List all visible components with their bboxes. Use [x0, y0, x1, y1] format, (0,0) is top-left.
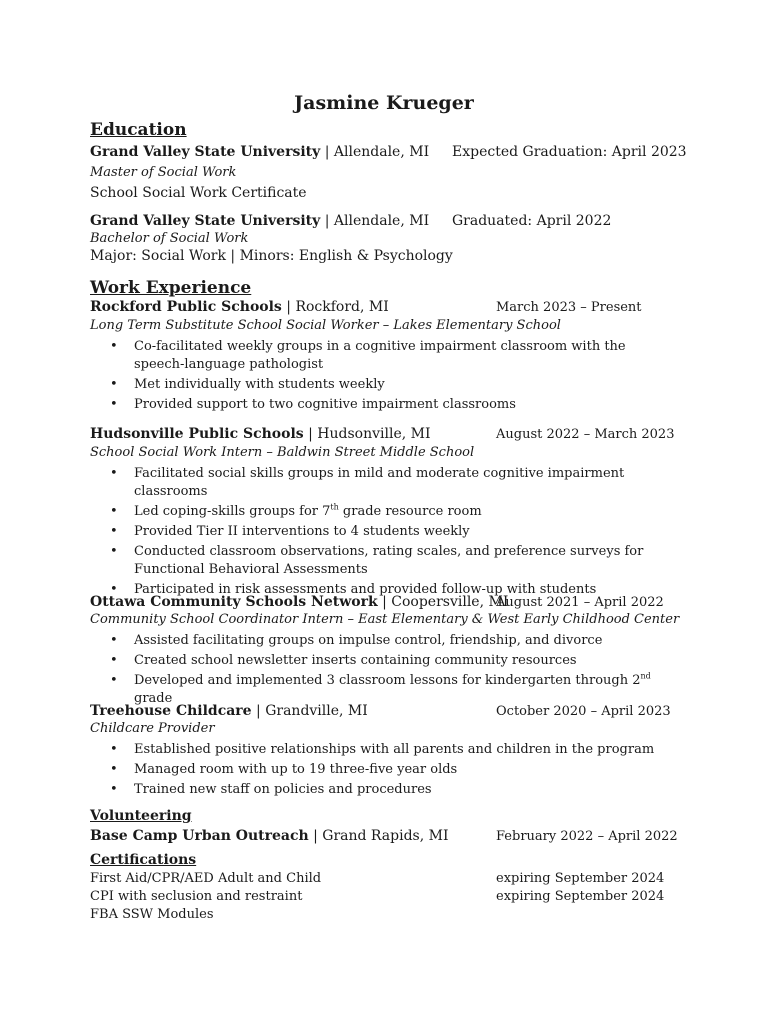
cert-name: CPI with seclusion and restraint [90, 889, 303, 904]
degree-detail: School Social Work Certificate [90, 185, 307, 201]
job-title: Long Term Substitute School Social Worker – Lakes Elementary School [90, 318, 561, 333]
school-name: Grand Valley State University [90, 144, 321, 160]
list-item: • Participated in risk assessments and provided follow-up with students [90, 581, 674, 599]
cert-name: FBA SSW Modules [90, 907, 214, 922]
job-location: | Rockford, MI [286, 299, 389, 315]
school-location: | Allendale, MI [324, 213, 430, 229]
education-date: Graduated: April 2022 [452, 213, 612, 229]
job-header [90, 703, 368, 719]
education-entry-2 [90, 213, 429, 229]
job-location: | Grandville, MI [256, 703, 368, 719]
list-item: • Met individually with students weekly [90, 376, 674, 394]
volunteer-org: Base Camp Urban Outreach [90, 828, 309, 844]
list-item: • Conducted classroom observations, rating scales, and preference surveys for Functional Behavioral Assessments [90, 543, 674, 579]
degree: Master of Social Work [90, 165, 237, 180]
job-bullets [90, 741, 674, 799]
list-item: • Provided support to two cognitive impairment classrooms [90, 396, 674, 414]
candidate-name: Jasmine Krueger [294, 92, 474, 114]
job-bullets [90, 632, 674, 708]
job-title: Community School Coordinator Intern – East Elementary & West Early Childhood Center [90, 612, 680, 627]
list-item: • Co-facilitated weekly groups in a cognitive impairment classroom with the speech-language pathologist [90, 338, 634, 374]
cert-expiry: expiring September 2024 [496, 889, 665, 904]
job-org: Rockford Public Schools [90, 299, 282, 315]
job-title: Childcare Provider [90, 721, 215, 736]
job-header [90, 594, 508, 610]
list-item: • Managed room with up to 19 three-five year olds [90, 761, 674, 779]
job-header [90, 299, 389, 315]
education-entry-1 [90, 144, 429, 160]
degree: Bachelor of Social Work [90, 231, 249, 246]
school-location: | Allendale, MI [324, 144, 430, 160]
volunteering-entry [90, 828, 449, 844]
list-item: • Facilitated social skills groups in mild and moderate cognitive impairment classrooms [90, 465, 674, 501]
certifications-heading: Certifications [90, 852, 197, 868]
job-location: | Coopersville, MI [382, 594, 509, 610]
volunteer-location: | Grand Rapids, MI [313, 828, 449, 844]
school-name: Grand Valley State University [90, 213, 321, 229]
job-date: August 2022 – March 2023 [496, 427, 675, 442]
work-heading: Work Experience [90, 278, 252, 298]
volunteer-date: February 2022 – April 2022 [496, 829, 678, 844]
volunteering-heading: Volunteering [90, 808, 192, 824]
job-header [90, 426, 431, 442]
degree-detail: Major: Social Work | Minors: English & Psychology [90, 248, 453, 264]
education-date: Expected Graduation: April 2023 [452, 144, 687, 160]
job-date: August 2021 – April 2022 [496, 595, 664, 610]
list-item: • Created school newsletter inserts containing community resources [90, 652, 674, 670]
list-item: • Led coping-skills groups for 7th grade resource room [90, 503, 674, 521]
list-item: • Established positive relationships with all parents and children in the program [90, 741, 674, 759]
list-item: • Trained new staff on policies and procedures [90, 781, 674, 799]
education-heading: Education [90, 120, 187, 140]
job-date: October 2020 – April 2023 [496, 704, 671, 719]
job-bullets [90, 338, 674, 414]
job-title: School Social Work Intern – Baldwin Street Middle School [90, 445, 475, 460]
job-bullets [90, 465, 674, 599]
job-location: | Hudsonville, MI [308, 426, 431, 442]
cert-name: First Aid/CPR/AED Adult and Child [90, 871, 322, 886]
cert-expiry: expiring September 2024 [496, 871, 665, 886]
list-item: • Developed and implemented 3 classroom lessons for kindergarten through 2nd grade [90, 672, 674, 708]
job-org: Ottawa Community Schools Network [90, 594, 378, 610]
job-org: Hudsonville Public Schools [90, 426, 304, 442]
job-date: March 2023 – Present [496, 300, 642, 315]
job-org: Treehouse Childcare [90, 703, 252, 719]
list-item: • Assisted facilitating groups on impulse control, friendship, and divorce [90, 632, 674, 650]
list-item: • Provided Tier II interventions to 4 students weekly [90, 523, 674, 541]
